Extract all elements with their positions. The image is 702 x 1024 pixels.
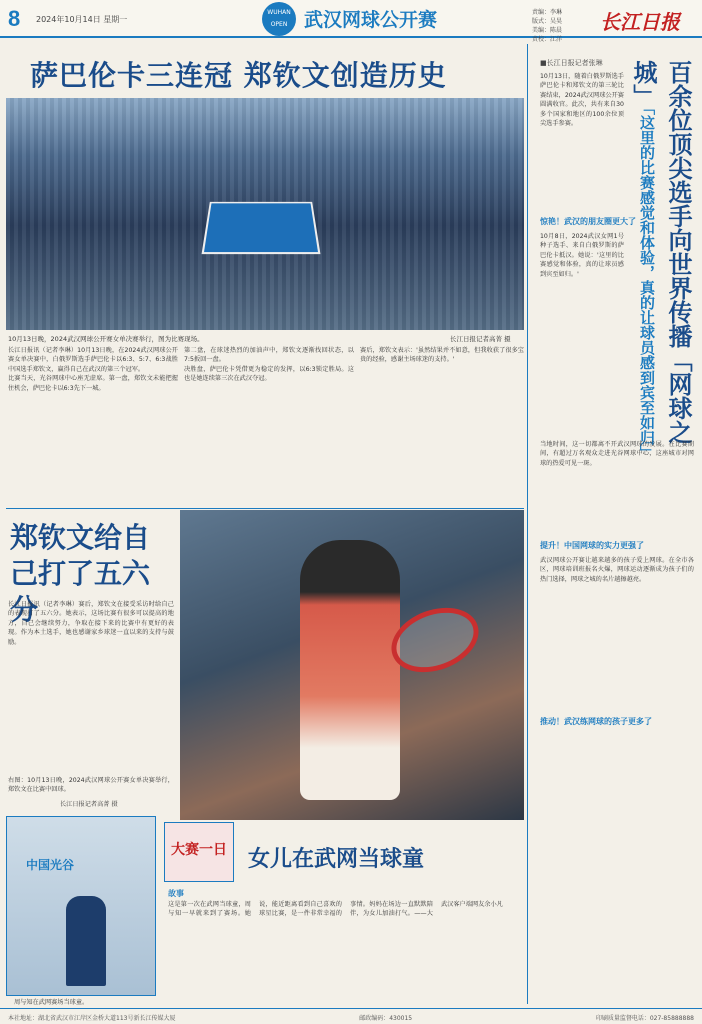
paragraph: 长江日报讯（记者李琳）10月13日晚，在2024武汉网球公开赛女单决赛中，白俄罗斯选手萨巴伦卡以6:3、5:7、6:3战胜中国选手郑钦文，赢得自己在武汉的第三个冠军。 (8, 347, 178, 373)
player-figure (300, 540, 400, 800)
sidebar-filler (540, 732, 694, 1002)
footer-phone: 印刷质量监督电话：027-85888888 (595, 1015, 694, 1022)
main-headline: 萨巴伦卡三连冠 郑钦文创造历史 (30, 59, 447, 92)
stadium-photo (6, 98, 524, 330)
footer-address: 本社地址：湖北省武汉市江岸区金桥大道113号新长江传媒大厦 (8, 1015, 176, 1022)
main-story-col (360, 346, 524, 506)
sidebar-byline: ■长江日报记者张琳 (540, 59, 603, 67)
photo-credit: 长江日报记者高菁 摄 (450, 335, 511, 343)
sidebar-subhead: 推动！武汉练网球的孩子更多了 (540, 717, 652, 726)
credit-line: 责编：李琳 (532, 9, 563, 16)
paragraph: 长江日报讯（记者李琳）赛后，郑钦文在接受采访时给自己的表现打了五六分。她表示，这场比赛有很多可以提高的地方，自己会继续努力，争取在接下来的比赛中有更好的表现。作为本土选手，她也感谢家乡球迷一直以来的支持与鼓励。 (8, 601, 174, 646)
sidebar-para: 当地时间，这一切都离不开武汉网球的发展。在比赛期间，有超过万名观众走进光谷网球中心，这座城市对网球的热爱可见一斑。 (540, 441, 694, 467)
sidebar-para: 10月13日，随着白俄罗斯选手萨巴伦卡和郑钦文的第三轮比赛结束，2024武汉网球公开赛圆满收官。此次，共有来自30多个国家和地区的100余位顶尖选手参赛。 (540, 73, 624, 128)
page-number: 8 (8, 6, 21, 31)
column-body (168, 900, 524, 1000)
photo-caption: 10月13日晚，2024武汉网球公开赛女单决赛举行，图为比赛现场。 (8, 335, 204, 343)
newspaper-masthead: 长江日报 (600, 10, 680, 34)
ballkid-caption: 周与知在武网赛场当球童。 (14, 999, 89, 1006)
story2-title: 郑钦文给自己打了五六分 (10, 521, 151, 626)
section-title: 武汉网球公开赛 (304, 9, 438, 31)
player-photo (180, 510, 524, 820)
story2-caption: 右图：10月13日晚，2024武汉网球公开赛女单决赛举行，郑钦文在比赛中回球。 (8, 777, 174, 794)
story2-body (8, 600, 174, 750)
sidebar-headline: 百余位顶尖选手向世界传播「网球之城」 (629, 60, 692, 444)
paragraph: 这是第一次在武网当球童，周与知一早就来到了赛场。她说，能近距离看到自己喜欢的球星比赛，是一件非常幸福的事情。妈妈在场边一直默默陪伴，为女儿加油打气。——大武汉客户端网友余小凡 (168, 901, 503, 918)
column-stamp: 大赛一日 (164, 822, 234, 882)
editor-credits (532, 8, 592, 44)
wuhan-open-logo (262, 2, 296, 36)
page-footer (0, 1008, 702, 1024)
footer-postcode: 邮政编码：430015 (359, 1015, 413, 1022)
column-label: 故事 (168, 889, 184, 898)
paragraph: 第二盘，在球迷热烈的加油声中，郑钦文逐渐找回状态，以7:5扳回一盘。 (184, 347, 354, 364)
photo-frame (6, 816, 156, 996)
main-story-col (184, 346, 354, 506)
optics-valley-sign: 中国光谷 (26, 858, 75, 872)
logo-text: WUHAN OPEN (267, 9, 291, 28)
story2-credit: 长江日报记者高菁 摄 (60, 801, 118, 808)
main-story-col (8, 346, 178, 526)
column-title: 女儿在武网当球童 (248, 847, 425, 872)
credit-line: 版式：吴昊 (532, 18, 563, 25)
paragraph: 赛后，郑钦文表示：'虽然结果并不如意，但我收获了很多宝贵的经验，感谢主场球迷的支持。' (360, 347, 524, 364)
sidebar-subhead: 提升！中国网球的实力更强了 (540, 541, 644, 550)
sidebar-subhead: 惊艳！武汉的朋友圈更大了 (540, 217, 636, 226)
issue-date: 2024年10月14日 星期一 (36, 15, 128, 24)
credit-line: 责校：江洋 (532, 36, 563, 43)
sidebar-para: 10月8日，2024武汉女网1号种子选手、来自白俄罗斯的萨巴伦卡抵汉。她说：'这里的比赛感觉和体验，真的让球员感到宾至如归。' (540, 233, 624, 278)
divider (6, 508, 524, 509)
sidebar-quote: 「这里的比赛感觉和体验，真的让球员感到宾至如归」 (638, 100, 656, 460)
credit-line: 美编：陈晨 (532, 27, 563, 34)
tennis-court (202, 202, 321, 254)
sidebar-rule (527, 44, 528, 1004)
sidebar-para: 武汉网球公开赛让越来越多的孩子爱上网球。在全市各区，网球培训班报名火爆，网球运动逐渐成为孩子们的热门选择，网球之城的名片越擦越亮。 (540, 557, 694, 583)
paragraph: 决胜盘，萨巴伦卡凭借更为稳定的发挥，以6:3锁定胜局。这也是她连续第三次在武汉夺冠。 (184, 365, 354, 383)
paragraph: 比赛当天，光谷网球中心座无虚席。第一盘，郑钦文未能把握住机会，萨巴伦卡以6:3先下一城。 (8, 375, 178, 392)
